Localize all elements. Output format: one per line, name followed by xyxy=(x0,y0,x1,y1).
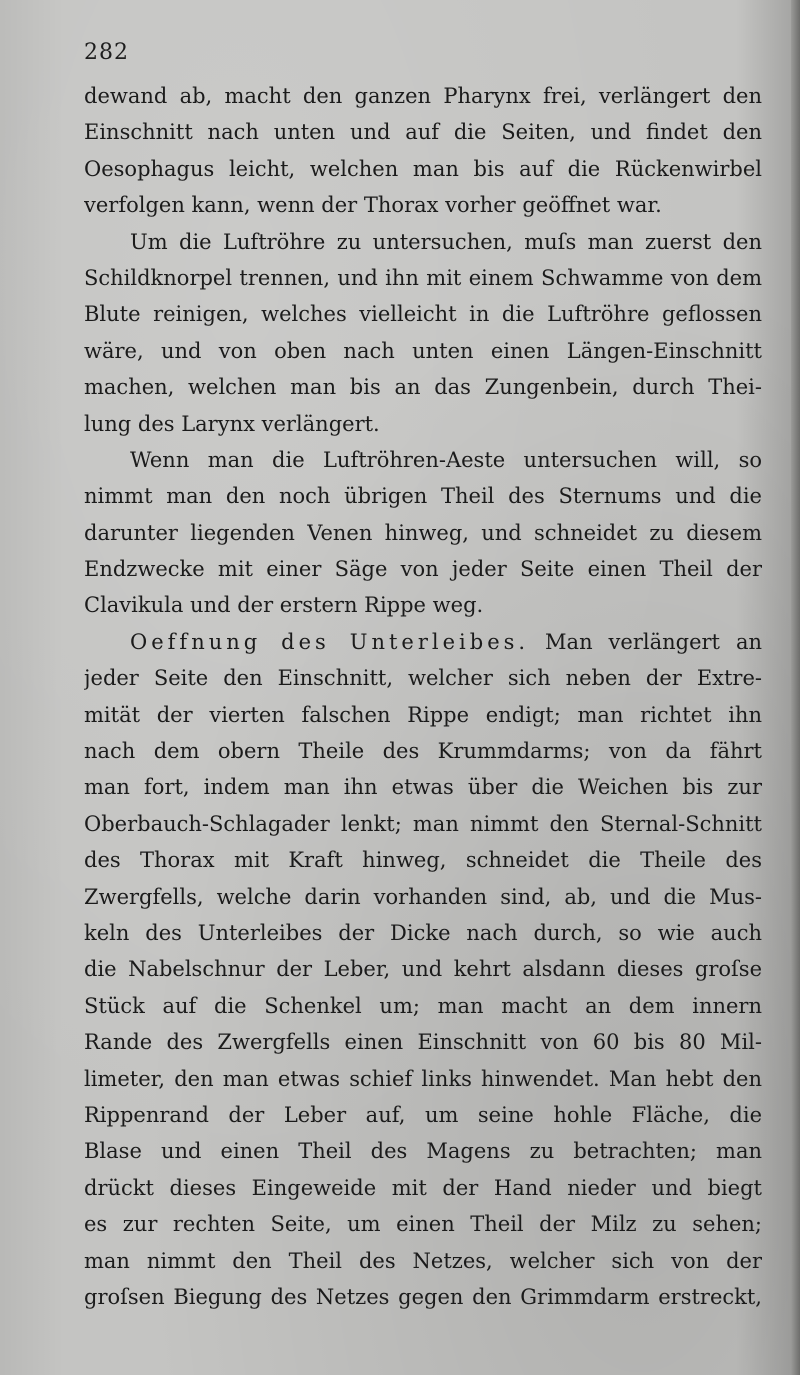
text-line: keln des Unterleibes der Dicke nach durch, so wie auch xyxy=(84,920,762,945)
text-line: Rande des Zwergfells einen Einschnitt von 60 bis 80 Mil- xyxy=(84,1030,762,1055)
page-number: 282 xyxy=(84,40,129,65)
text-line: lung des Larynx verlängert. xyxy=(84,411,380,436)
text-line: Blase und einen Theil des Magens zu betrachten; man xyxy=(84,1139,762,1164)
text-line: die Nabelschnur der Leber, und kehrt alsdann dieses groſse xyxy=(84,957,762,982)
text-line: Clavikula und der erstern Rippe weg. xyxy=(84,593,484,618)
text-line: jeder Seite den Einschnitt, welcher sich neben der Extre- xyxy=(84,666,762,691)
text-line: Wenn man die Luftröhren-Aeste untersuchen will, so xyxy=(130,447,762,472)
text-line: Endzwecke mit einer Säge von jeder Seite einen Theil der xyxy=(84,557,762,582)
page-edge-shadow xyxy=(791,0,800,1375)
text-line: man fort, indem man ihn etwas über die Weichen bis zur xyxy=(84,775,762,800)
text-line: Um die Luftröhre zu untersuchen, muſs man zuerst den xyxy=(130,229,762,254)
text-line: darunter liegenden Venen hinweg, und schneidet zu diesem xyxy=(84,520,762,545)
text-line: mität der vierten falschen Rippe endigt; man richtet ihn xyxy=(84,702,762,727)
text-line: Stück auf die Schenkel um; man macht an dem innern xyxy=(84,993,762,1018)
text-line: Oberbauch-Schlagader lenkt; man nimmt den Sternal-Schnitt xyxy=(84,811,762,836)
text-line: nimmt man den noch übrigen Theil des Sternums und die xyxy=(84,484,762,509)
section-heading: Oeffnung des Unterleibes. xyxy=(130,629,530,654)
text-line-continuation: Man verlängert an xyxy=(545,629,762,654)
text-line: Einschnitt nach unten und auf die Seiten, und findet den xyxy=(84,120,762,145)
text-line: des Thorax mit Kraft hinweg, schneidet die Theile des xyxy=(84,848,762,873)
text-line: verfolgen kann, wenn der Thorax vorher geöffnet war. xyxy=(84,193,662,218)
text-line: Rippenrand der Leber auf, um seine hohle Fläche, die xyxy=(84,1102,762,1127)
text-line: limeter, den man etwas schief links hinwendet. Man hebt den xyxy=(84,1066,762,1091)
text-line: Blute reinigen, welches vielleicht in die Luftröhre geflossen xyxy=(84,302,762,327)
text-line: Oesophagus leicht, welchen man bis auf die Rückenwirbel xyxy=(84,156,762,181)
text-line: machen, welchen man bis an das Zungenbein, durch Thei- xyxy=(84,375,762,400)
text-line: Zwergfells, welche darin vorhanden sind, ab, und die Mus- xyxy=(84,884,762,909)
text-line: nach dem obern Theile des Krummdarms; von da fährt xyxy=(84,739,762,764)
text-line: dewand ab, macht den ganzen Pharynx frei, verlängert den xyxy=(84,84,762,108)
body-text xyxy=(84,78,762,1315)
text-line: wäre, und von oben nach unten einen Längen-Einschnitt xyxy=(84,338,762,363)
text-line: groſsen Biegung des Netzes gegen den Grimmdarm erstreckt, xyxy=(84,1284,762,1309)
text-line: es zur rechten Seite, um einen Theil der Milz zu sehen; xyxy=(84,1212,762,1237)
section-line xyxy=(84,624,762,660)
text-line: drückt dieses Eingeweide mit der Hand nieder und biegt xyxy=(84,1175,762,1200)
text-line: Schildknorpel trennen, und ihn mit einem Schwamme von dem xyxy=(84,265,762,290)
text-line: man nimmt den Theil des Netzes, welcher sich von der xyxy=(84,1248,762,1273)
